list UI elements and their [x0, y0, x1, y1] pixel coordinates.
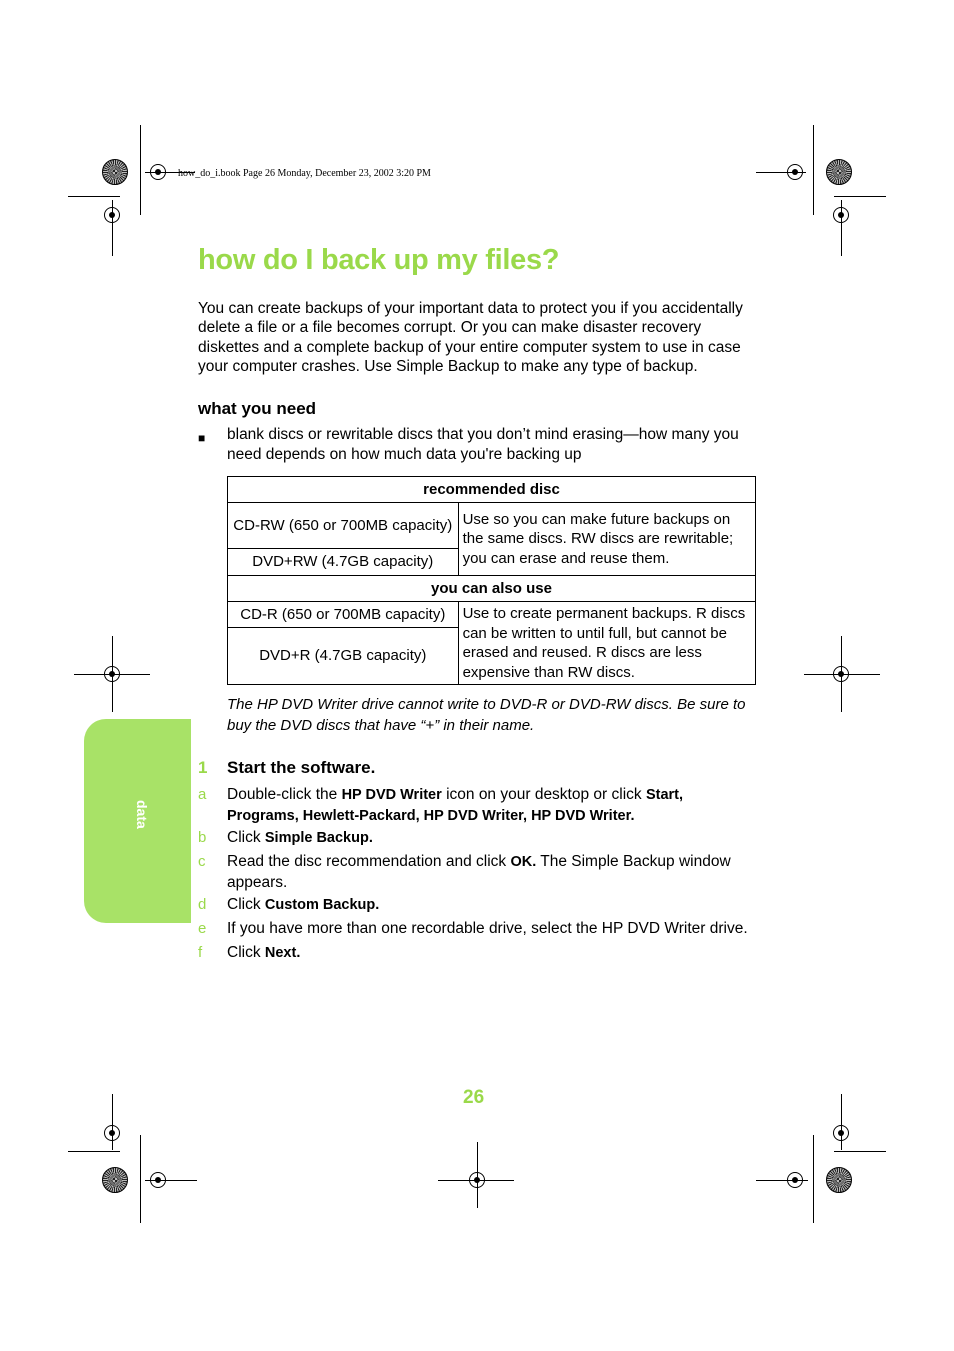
registration-target-icon: [833, 1125, 849, 1141]
registration-target-icon: [833, 666, 849, 682]
registration-target-icon: [469, 1172, 485, 1188]
section-tab-label: data: [134, 800, 150, 829]
table-cell: DVD+R (4.7GB capacity): [228, 628, 459, 685]
substep-letter: e: [198, 920, 207, 937]
substep-text: Click Next.: [227, 944, 301, 961]
substep-text: If you have more than one recordable drive, select the HP DVD Writer drive.: [227, 920, 748, 937]
substep-letter: a: [198, 786, 207, 803]
substep-letter: c: [198, 853, 206, 870]
substep-text: Double-click the HP DVD Writer icon on your desktop or click Start, Programs, Hewlett-Packard, HP DVD Writer, HP DVD Writer.: [227, 786, 684, 824]
registration-target-icon: [787, 1172, 803, 1188]
registration-target-icon: [150, 1172, 166, 1188]
step-number: 1: [198, 758, 208, 777]
registration-target-icon: [833, 207, 849, 223]
registration-dial-icon: [102, 1167, 128, 1193]
table-cell: CD-RW (650 or 700MB capacity): [228, 503, 459, 549]
bullet-item: blank discs or rewritable discs that you don’t mind erasing—how many you need depends on how much data you're backing up: [227, 426, 739, 463]
substep-text: Read the disc recommendation and click OK. The Simple Backup window appears.: [227, 853, 731, 891]
registration-target-icon: [104, 1125, 120, 1141]
table-cell: Use to create permanent backups. R discs can be written to until full, but cannot be erased and reused. R discs are less expensive than RW discs.: [458, 602, 755, 685]
substep-letter: f: [198, 944, 203, 961]
print-header: how_do_i.book Page 26 Monday, December 23, 2002 3:20 PM: [178, 168, 431, 179]
recommended-header: recommended disc: [228, 477, 756, 503]
table-cell: DVD+RW (4.7GB capacity): [228, 549, 459, 576]
page-number: 26: [463, 1087, 485, 1108]
page-title: how do I back up my files?: [198, 244, 560, 276]
table-cell: Use so you can make future backups on the same discs. RW discs are rewritable; you can erase and reuse them.: [458, 503, 755, 576]
registration-target-icon: [150, 164, 166, 180]
substep-text: Click Simple Backup.: [227, 829, 373, 846]
substep-text: Click Custom Backup.: [227, 896, 380, 913]
also-use-header: you can also use: [228, 576, 756, 602]
registration-target-icon: [104, 207, 120, 223]
registration-target-icon: [787, 164, 803, 180]
what-you-need-heading: what you need: [198, 399, 317, 418]
disc-table: [227, 476, 756, 685]
step-title: Start the software.: [227, 758, 376, 777]
substep-letter: b: [198, 829, 207, 846]
registration-dial-icon: [102, 159, 128, 185]
registration-dial-icon: [826, 159, 852, 185]
intro-paragraph: You can create backups of your important data to protect you if you accidentally delete a file or a file becomes corrupt. Or you can make disaster recovery diskettes and a complete backup of your entire computer system to use in case your computer crashes. Use Simple Backup to make any type of backup.: [198, 300, 743, 375]
registration-target-icon: [104, 666, 120, 682]
note-paragraph: The HP DVD Writer drive cannot write to DVD-R or DVD-RW discs. Be sure to buy the DVD discs that have “+” in their name.: [227, 696, 746, 734]
registration-dial-icon: [826, 1167, 852, 1193]
table-cell: CD-R (650 or 700MB capacity): [228, 602, 459, 628]
substep-letter: d: [198, 896, 207, 913]
bullet-square-icon: ■: [198, 431, 206, 445]
